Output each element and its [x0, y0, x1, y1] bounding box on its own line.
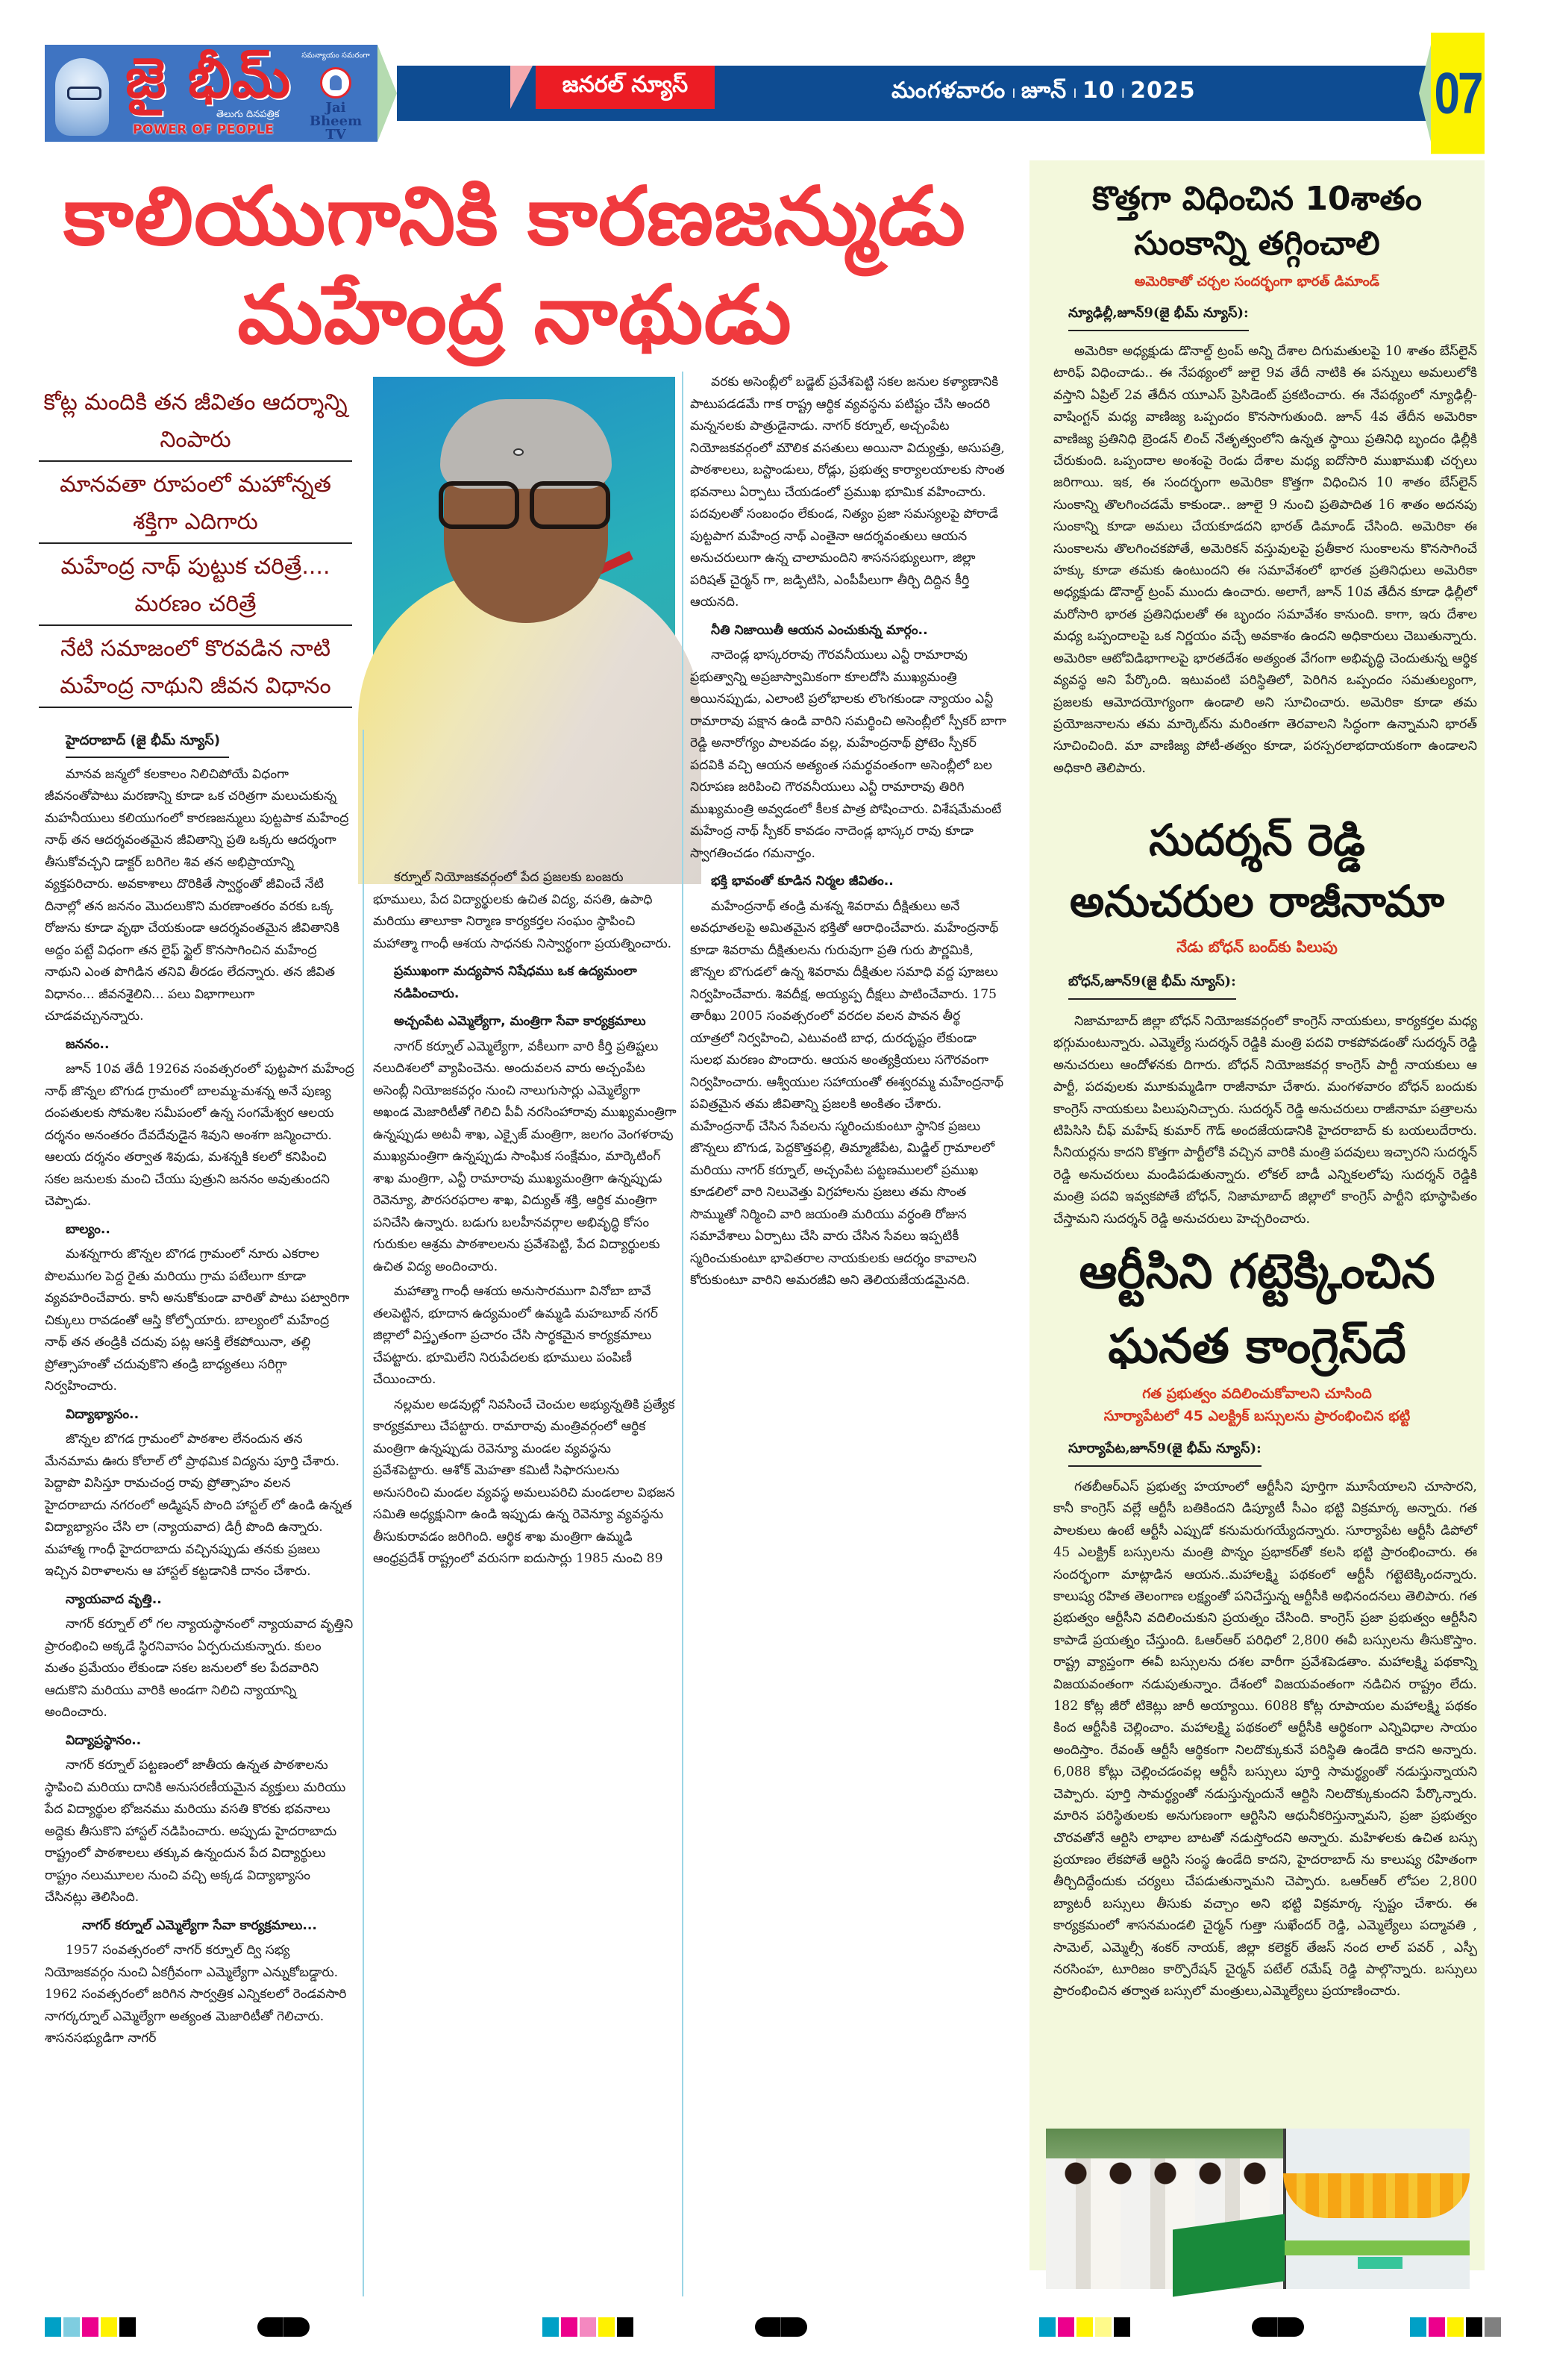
color-bar	[45, 2317, 136, 2337]
paragraph: మశన్నగారు జొన్నల బొగడ గ్రామంలో నూరు ఎకరాల పొలముగల పెద్ద రైతు మరియు గ్రామ పటేలుగా కూడా వ్యవహరించేవారు. కానీ అనుకోకుండా వారితో పాటు పట్వారిగా చిక్కులు రావడంతో ఆస్తి కోల్పోయారు. బాల్యంలో మహేంద్ర నాథ్ తన తండ్రికి చదువు పట్ల ఆసక్తి లేకపోయినా, తల్లి ప్రోత్సాహంతో చదువుకొని తండ్రి బాధ్యతలు సరిగ్గా నిర్వహించారు.	[45, 1247, 350, 1394]
kicker-block	[39, 384, 352, 713]
paragraph: 1957 సంవత్సరంలో నాగర్ కర్నూల్ ద్వి సభ్య నియోజకవర్గం నుంచి ఏకగ్రీవంగా ఎమ్మెల్యేగా ఎన్నుకోబడ్డారు. 1962 సంవత్సరంలో జరిగిన సార్వత్రిక ఎన్నికలలో రెండవసారి నాగర్కర్నూల్ ఎమ్మెల్యేగా అత్యంత మెజారిటీతో గెలిచారు. శాసనసభ్యుడిగా నాగర్	[45, 1943, 347, 2046]
story2-body: నిజామాబాద్ జిల్లా బోధన్ నియోజకవర్గంలో కాంగ్రెస్ నాయకులు, కార్యకర్తల మధ్య భగ్గుమంటున్నారు. ఎమ్మెల్యే సుదర్శన్ రెడ్డికి మంత్రి పదవి రాకపోవడంతో సుదర్శన్ రెడ్డి అనుచరులు ఆందోళనకు దిగారు. బోధన్ నియోజకవర్గ కాంగ్రెస్ పార్టీ నాయకులు ఆ పార్టీ, పదవులకు మూకుమ్మడిగా రాజీనామా చేశారు. మంగళవారం బోధన్ బందుకు కాంగ్రెస్ నాయకులు పిలుపునిచ్చారు. సుదర్శన్ రెడ్డి అనుచరులు రాజీనామా పత్రాలను టిపిసిసి చీఫ్ మహేష్ కుమార్ గౌడ్ అందజేయడానికి హైదరాబాద్ కు బయలుదేరారు. సీనియర్లను కాదని కొత్తగా పార్టీలోకి వచ్చిన వారికి మంత్రి పదవులు ఇచ్చారని సుదర్శన్ రెడ్డి అనుచరులు మండిపడుతున్నారు. లోకల్ బాడీ ఎన్నికలలోపు సుదర్శన్ రెడ్డికి మంత్రి పదవి ఇవ్వకపోతే బోధన్, నిజామాబాద్ జిల్లాలో కాంగ్రెస్ పార్టీని భూస్థాపితం చేస్తామని సుదర్శన్ రెడ్డి అనుచరులు హెచ్చరించారు.	[1053, 1014, 1477, 1227]
story1-headline: కొత్తగా విధించిన 10శాతం సుంకాన్ని తగ్గించాలి	[1092, 180, 1422, 263]
subhead: విద్యాప్రస్థానం..	[66, 1732, 142, 1748]
story1-byline: న్యూఢిల్లీ,జూన్9(జై భీమ్ న్యూస్):	[1068, 305, 1249, 331]
paragraph: మానవ జన్మలో కలకాలం నిలిచిపోయే విధంగా జీవనంతోపాటు మరణాన్ని కూడా ఒక చరిత్రగా మలుచుకున్న మహనీయులు కలియుగంలో కారణజన్ములు పుట్టపాక మహేంద్ర నాథ్ తన ఆదర్శవంతమైన జీవితాన్ని ప్రతి ఒక్కరు ఆదర్శంగా తీసుకోవచ్చని డాక్టర్ బరిగెల శివ తన అభిప్రాయాన్ని వ్యక్తపరిచారు. అవకాశాలు దొరికితే స్వార్థంతో జీవించే నేటి దినాల్లో తన జననం మొదలుకొని మరణాంతరం వరకు ఒక్క రోజును కూడా వృథా చేయకుండా ఆదర్శవంతమైన జీవితానికి అద్దం పట్టే విధంగా తన లైఫ్ స్టైల్ కొనసాగించిన మహేంద్ర నాథుని ఎంత పొగిడిన తనివి తీరడం లేదన్నారు. తన జీవిత విధానం... జీవనశైలిని... పలు విభాగాలుగా చూడవచ్చునన్నారు.	[45, 766, 349, 1024]
registration-target	[755, 2317, 807, 2337]
date-month: జూన్	[1021, 78, 1068, 104]
story1-body: అమెరికా అధ్యక్షుడు డొనాల్డ్ ట్రంప్ అన్ని దేశాల దిగుమతులపై 10 శాతం బేస్‌లైన్ టారిఫ్ విధించాడు.. ఈ నేపథ్యంలో జులై 9వ తేదీ నాటికి ఈ పన్నులు అమలులోకి వస్తాని ఏప్రిల్ 2వ తేదీన యూఎస్ ప్రెసిడెంట్ ప్రకటించారు. ఈ నేపథ్యంలో న్యూఢిల్లీ- వాషింగ్టన్ మధ్య వాణిజ్య ఒప్పందం కొనసాగుతుంది. జూన్ 4వ తేదీన అమెరికా వాణిజ్య ప్రతినిధి బ్రెండన్ లించ్ నేతృత్వంలోని ఉన్నత స్థాయి ప్రతినిధి బృందం ఢిల్లీకి చేరుకుంది. ఒప్పందాల అంశంపై రెండు దేశాల మధ్య ఐదోసారి ముఖాముఖి చర్చలు జరిగాయి. ఇక, ఈ సందర్భంగా అమెరికా కొత్తగా విధించిన 10 శాతం బేస్‌లైన్ సుంకాన్ని తొలగించడమే కాకుండా.. జూలై 9 నుంచి ప్రతిపాదిత 16 శాతం అదనపు సుంకాన్ని కూడా అమలు చేయకూడదని భారత్ డిమాండ్ చేసింది. అమెరికా ఈ సుంకాలను తొలగించకపోతే, అమెరికన్ వస్తువులపై ప్రతీకార సుంకాలను కొనసాగించే హక్కు కూడా తమకు ఉంటుందని ఈ సమావేశంలో భారత ప్రతినిధులు అమెరికా అధ్యక్షుడు డొనాల్డ్ ట్రంప్ ముందు ఉంచారు. అలాగే, జూన్ 10వ తేదీన కూడా ఢిల్లీలో మరోసారి భారత ప్రతినిధులతో ఈ బృందం సమావేశం కానుంది. కాగా, ఇరు దేశాల మధ్య ఒప్పందాలపై ఒక నిర్ణయం వచ్చే అవకాశం ఉందని అధికారులు చెబుతున్నారు. అమెరికా ఆటోవిడిభాగాలపై భారతదేశం అత్యంత వేగంగా అభివృద్ధి చెందుతున్న ఆర్థిక వ్యవస్థ అని పేర్కొంది. ఇటువంటి పరిస్థితిలో, పెరిగిన ఒప్పందం సమతుల్యంగా, ప్రజలకు ఆమోదయోగ్యంగా ఉండాలి అని సూచించారు. అమెరికా కూడా తమ ప్రయోజనాలను తమ మార్కెట్‌ను మరింతగా తెరవాలని సిద్ధంగా ఉన్నామని భారత్ సూచించింది. మా వాణిజ్య పోటీ-తత్వం కూడా, పరస్పరలాభదాయకంగా ఉండాలని అధికారి తెలిపారు.	[1053, 344, 1478, 776]
paragraph: మహాత్మా గాంధీ ఆశయ అనుసారముగా వినోబా బావే తలపెట్టిన, భూదాన ఉద్యమంలో ఉమ్మడి మహబూబ్ నగర్ జిల్లాలో విస్తృతంగా ప్రచారం చేసి సార్థకమైన కార్యక్రమాలు చేపట్టారు. భూమిలేని నిరుపేదలకు భూములు పంపిణీ చేయించారు.	[373, 1284, 658, 1387]
subhead: భక్తి భావంతో కూడిన నిర్మల జీవితం..	[711, 874, 894, 889]
date-year: 2025	[1130, 78, 1196, 104]
tv-brand	[298, 51, 373, 155]
story3-byline: సూర్యాపేట,జూన్9(జై భీమ్ న్యూస్):	[1068, 1441, 1262, 1467]
main-article-column-2	[373, 867, 679, 2296]
date-weekday: మంగళవారం	[891, 78, 1006, 104]
main-article-column-1	[45, 730, 354, 2296]
subhead: విద్యాభ్యాసం..	[66, 1406, 140, 1422]
color-bar	[1410, 2317, 1501, 2337]
paragraph: నల్లమల అడవుల్లో నివసించే చెంచుల అభ్యున్నతికి ప్రత్యేక కార్యక్రమాలు చేపట్టారు. రామారావు మంత్రివర్గంలో ఆర్థిక మంత్రిగా ఉన్నప్పుడు రెవెన్యూ మండల వ్యవస్థను ప్రవేశపెట్టారు. ఆశోక్ మెహతా కమిటీ సిఫారసులను అనుసరించి మండల వ్యవస్థ అమలుపరిచి మండలాల విభజన సమితి అధ్యక్షునిగా ఉండి ఇప్పుడు ఉన్న రెవెన్యూ వ్యవస్థను తీసుకురావడం జరిగింది. ఆర్థిక శాఖ మంత్రిగా ఉమ్మడి ఆంధ్రప్రదేశ్ రాష్ట్రంలో వరుసగా ఐదుసార్లు 1985 నుంచి 89	[373, 1397, 675, 1566]
page-number: 07	[1431, 33, 1485, 154]
subhead: ప్రముఖంగా మద్యపాన నిషేధము ఒక ఉద్యమంలా నడిపించారు.	[394, 964, 637, 1001]
kicker: కోట్ల మందికి తన జీవితం ఆదర్శాన్ని నింపారు	[39, 384, 352, 462]
kicker: మహేంద్ర నాథ్ పుట్టుక చరిత్రే.... మరణం చరిత్రే	[39, 548, 352, 626]
paragraph: కర్నూల్ నియోజకవర్గంలో పేద ప్రజలకు బంజరు భూములు, పేద విద్యార్థులకు ఉచిత విద్య, వసతి, ఉపాధి మరియు తాలూకా నిర్మాణ కార్యకర్తల సంఘం స్థాపించి మహాత్మా గాంధీ ఆశయ సాధనకు నిస్వార్థంగా ప్రయత్నించారు.	[373, 870, 672, 951]
paragraph: నాగర్ కర్నూల్ లో గల న్యాయస్థానంలో న్యాయవాద వృత్తిని ప్రారంభించి అక్కడే స్థిరనివాసం ఏర్పరుచుకున్నారు. కులం మతం ప్రమేయం లేకుండా సకల జనులలో కల పేదవారిని ఆదుకొని మరియు వారికి అండగా నిలిచి న్యాయాన్ని అందించారు.	[45, 1617, 354, 1720]
right-rail	[1029, 160, 1485, 2270]
subhead: న్యాయవాద వృత్తి..	[66, 1591, 162, 1607]
paragraph: జొన్నల బొగడ గ్రామంలో పాఠశాల లేనందున తన మేనమామ ఊరు కోలాల్ లో ప్రాథమిక విద్యను పూర్తి చేశారు. పెద్దాపొ విసిస్తూ రామచంద్ర రావు ప్రోత్సాహం వలన హైదరాబాదు నగరంలో అడ్మిషన్ పొంది హాస్టల్ లో ఉండి ఉన్నత విద్యాభ్యాసం చేసి లా (న్యాయవాద) డిగ్రీ పొంది ఉన్నారు. మహాత్మ గాంధీ హైదరాబాదు వచ్చినప్పుడు తనకు ప్రజలు ఇచ్చిన విరాళాలను ఆ హాస్టల్ కట్టడానికి దానం చేశారు.	[45, 1432, 352, 1579]
tv-brand-text: Jai Bheem TV	[309, 100, 363, 143]
subhead: బాల్యం..	[66, 1221, 110, 1237]
paragraph: మహేంద్రనాథ్ తండ్రి మశన్న శివరామ దీక్షితులు అనే అవధూతలపై అమితమైన భక్తితో ఆరాధించేవారు. మహేంద్రనాథ్ కూడా శివరామ దీక్షితులను గురువుగా ప్రతి గురు పౌర్ణమికి, జొన్నల బొగుడలో ఉన్న శివరామ దీక్షితుల సమాధి వద్ద పూజలు నిర్వహించేవారు. శివదీక్ష, అయ్యప్ప దీక్షలు పాటించేవారు. 175 తారీఖు 2005 సంవత్సరంలో వరదల వలన పావన తీర్థ యాత్రలో నిర్వహించి, ఎటువంటి బాధ, దురదృష్టం లేకుండా సులభ మరణం పొందారు. ఆయన అంత్యక్రియలు సగౌరవంగా నిర్వహించారు. ఆశ్వీయుల సహాయంతో ఈశ్వరమ్మ మహేంద్రనాథ్ పవిత్రమైన తమ జీవితాన్ని ప్రజలకి అంకితం చేశారు. మహేంద్రనాథ్ చేసిన సేవలను స్మరించుకుంటూ స్థానిక ప్రజలు జొన్నలు బొగుడ, పెద్దకొత్తపల్లి, తిమ్మాజీపేట, మిడ్జిల్ గ్రామాలలో మరియు నాగర్ కర్నూల్, అచ్చంపేట పట్టణములలో ప్రముఖ కూడలిలో వారి నిలువెత్తు విగ్రహాలను ప్రజలు తమ సొంత సొమ్ముతో నిర్మించి వారి జయంతి మరియు వర్ధంతి రోజున సమావేశాలు ఏర్పాటు చేసి వారు చేసిన సేవలు ఇప్పటికీ స్మరించుకుంటూ భావితరాల నాయకులకు ఆదర్శం కావాలని కోరుకుంటూ వారిని అమరజీవి అని తెలియజేయడమైనది.	[690, 898, 1004, 1288]
paragraph: నాగర్ కర్నూల్ పట్టణంలో జాతీయ ఉన్నత పాఠశాలను స్థాపించి మరియు దానికి అనుసరణీయమైన వ్యక్తులు మరియు పేద విద్యార్థుల భోజనము మరియు వసతి కొరకు భవనాలు అద్దెకు తీసుకొని హాస్టల్ నడిపించారు. అప్పుడు హైదరాబాదు రాష్ట్రంలో పాఠశాలలు తక్కువ ఉన్నందున పేద విద్యార్థులు రాష్ట్రం నలుమూలల నుంచి వచ్చి అక్కడ విద్యాభ్యాసం చేసినట్లు తెలిసింది.	[45, 1758, 346, 1905]
paragraph: జూన్ 10వ తేదీ 1926వ సంవత్సరంలో పుట్టపాగ మహేంద్ర నాథ్ జొన్నల బొగుడ గ్రామంలో బాలమ్మ-మశన్న అనే పుణ్య దంపతులకు సోమశిల సమీపంలో ఉన్న సంగమేశ్వర ఆలయ దర్శనం అనంతరం దేవదేవుడైన శివుని అంశగా జన్మించారు. ఆలయ దర్శనం తర్వాత శివుడు, మశన్నకి కలలో కనిపించి సకల జనులకు మంచి చేయు పుత్రుని జననం అవుతుందని చెప్పాడు.	[45, 1062, 354, 1209]
story2-headline: సుదర్శన్ రెడ్డి అనుచరుల రాజీనామా	[1069, 815, 1445, 927]
logo-arrow-decoration	[377, 45, 397, 142]
column-divider	[363, 730, 364, 2296]
masthead	[45, 45, 1485, 154]
newspaper-logo[interactable]	[45, 45, 377, 154]
logo-title: జై భీమ్	[125, 46, 292, 110]
section-tab-decoration	[510, 66, 533, 109]
tv-emblem-icon	[320, 67, 351, 98]
bus-launch-photo	[1046, 2129, 1470, 2289]
kicker: మానవతా రూపంలో మహోన్నత శక్తిగా ఎదిగారు	[39, 466, 352, 544]
story2-byline: బోధన్,జూన్9(జై భీమ్ న్యూస్):	[1068, 974, 1236, 1000]
story3-headline: ఆర్టీసిని గట్టెక్కించిన ఘనత కాంగ్రెస్‌దే	[1079, 1244, 1435, 1374]
kicker: నేటి సమాజంలో కొరవడిన నాటి మహేంద్ర నాథుని జీవన విధానం	[39, 630, 352, 708]
story1-deck: అమెరికాతో చర్చల సందర్భంగా భారత్ డిమాండ్	[1134, 274, 1380, 289]
ambedkar-portrait-icon	[55, 58, 109, 136]
paragraph: నాదెండ్ల భాస్కరరావు గౌరవనీయులు ఎన్టీ రామారావు ప్రభుత్వాన్ని అప్రజాస్వామికంగా కూలదోసి ముఖ్యమంత్రి అయినప్పుడు, ఎలాంటి ప్రలోభాలకు లొంగకుండా న్యాయం ఎన్టీ రామారావు పక్షాన ఉండి వారిని సమర్థించి అసెంబ్లీలో స్పీకర్ బాగా రెడ్డి అనారోగ్యం పాలవడం వల్ల, మహేంద్రనాథ్ ప్రోటెం స్పీకర్ పదవికి వచ్చి ఆయన అత్యంత సమర్థవంతంగా అసెంబ్లీలో బల నిరూపణ జరిపించి గౌరవనీయులు ఎన్టీ రామారావు తిరిగి ముఖ్యమంత్రి అవ్వడంలో కీలక పాత్ర పోషించారు. విశేషమేమంటే మహేంద్ర నాథ్ స్పీకర్ కావడం నాదెండ్ల భాస్కర రావు కూడా స్వాగతించడం గమనార్హం.	[690, 648, 1006, 861]
page-arrow-decoration	[1419, 45, 1431, 142]
logo-side-top: సమన్యాయం సమరంగా	[301, 51, 370, 60]
issue-date: మంగళవారం । జూన్ । 10 । 2025	[891, 78, 1196, 104]
color-bar	[542, 2317, 633, 2337]
paragraph: వరకు అసెంబ్లీలో బడ్జెట్ ప్రవేశపెట్టి సకల జనుల కళ్యాణానికి పాటుపడడమే గాక రాష్ట్ర ఆర్థిక వ్యవస్థను పటిష్టం చేసి అందరి మన్ననలకు పాత్రుడైనాడు. నాగర్ కర్నూల్, అచ్చంపేట నియోజకవర్గంలో మౌలిక వసతులు అయినా విద్యుత్తు, అసుపత్రి, పాఠశాలలు, బస్టాండులు, రోడ్లు, ప్రభుత్వ కార్యాలయాలకు సొంత భవనాలు ఏర్పాటు చేయడంలో ప్రముఖ భూమిక వహించారు. పదవులతో సంబంధం లేకుండ, నిత్యం ప్రజా సమస్యలపై పోరాడే పుట్టపాగ మహేంద్ర నాథ్ ఎంతైనా ఆదర్శవంతులు ఆయన అనుచరులుగా ఉన్న చాలామందిని శాసనసభ్యులుగా, జిల్లా పరిషత్ చైర్మన్ గా, జడ్పిటిసి, ఎంపీపీలుగా తీర్చి దిద్దిన కీర్తి ఆయనది.	[690, 375, 1005, 610]
story3-body: గతబీఆర్ఎస్ ప్రభుత్వ హయాంలో ఆర్టీసీని పూర్తిగా మూసేయాలని చూసారని, కానీ కాంగ్రెస్ వల్లే ఆర్టీసీ బతికిందని డిప్యూటీ సీఎం భట్టి విక్రమార్క అన్నారు. గత పాలకులు ఉంటే ఆర్టీసీ ఎప్పుడో కనుమరుగయ్యేదన్నారు. సూర్యాపేట ఆర్టీసీ డిపోలో 45 ఎలక్ట్రిక్ బస్సులను మంత్రి పొన్నం ప్రభాకర్‌తో కలసి భట్టి ప్రారంభించారు. ఈ సందర్భంగా మాట్లాడిన ఆయన..మహాలక్ష్మి పథకంలో ఆర్టీసీ గట్టెటెక్కిందన్నారు. కాలుష్య రహిత తెలంగాణ లక్ష్యంతో పనిచేస్తున్న ఆర్టీసీకి అభినందనలు తెలిపారు. గత ప్రభుత్వం ఆర్టీసీని వదిలించుకుని ప్రయత్నం చేసింది. కాంగ్రెస్ ప్రజా ప్రభుత్వం ఆర్టీసీని కాపాడే ప్రయత్నం చేస్తుంది. ఓఆర్ఆర్ పరిధిలో 2,800 ఈవీ బస్సులను తీసుకొస్తాం. రాష్ట్ర వ్యాప్తంగా ఈవీ బస్సులను దశల వారీగా ప్రవేశపెడతాం. మహాలక్ష్మి పథకాన్ని విజయవంతంగా నడుపుతున్నాం. దేశంలో విజయవంతంగా నడిచిన రాష్ట్రం లేదు. 182 కోట్ల జీరో టికెట్లు జారీ అయ్యాయి. 6088 కోట్ల రూపాయల మహాలక్ష్మి పథకం కింద ఆర్టీసీకి చెల్లించాం. మహాలక్ష్మి పథకంలో ఆర్టీసీకి ఆర్థికంగా ఎన్నివిధాల సాయం అందిస్తాం. రేవంత్ ఆర్టీసీ ఆర్థికంగా నిలదొక్కుకునే పరిస్థితి ఉండేది కాదని అన్నారు. 6,088 కోట్లు చెల్లించడంవల్ల ఆర్టీసీ బస్సులు పూర్తి సామర్థ్యంతో నడుస్తున్నాయని చెప్పారు. పూర్తి సామర్థ్యంతో నడుస్తున్నందునే ఆర్టిసి నిలదొక్కుకుందని పేర్కొన్నారు. మారిన పరిస్థితులకు అనుగుణంగా ఆర్టిసిని ఆధునీకరిస్తున్నామని, ప్రజా ప్రభుత్వం చొరవతోనే ఆర్టిసి లాభాల బాటతో నడుస్తోందని అన్నారు. మహిళలకు ఉచిత బస్సు ప్రయాణం లేకపోతే ఆర్టిసి సంస్థ ఉండేది కాదని, హైదరాబాద్ ను కాలుష్య రహితంగా తీర్చిదిద్దేందుకు చర్యలు చేపడుతున్నామని చెప్పారు. ఒఆర్ఆర్ లోపల 2,800 బ్యాటరీ బస్సులు తీసుకు వచ్చాం అని భట్టి విక్రమార్క స్పష్టం చేశారు. ఈ కార్యక్రమంలో శాసనమండలి చైర్మన్ గుత్తా సుఖేందర్ రెడ్డి, ఎమ్మెల్యేలు పద్మావతి , సామెల్, ఎమ్మెల్సీ శంకర్ నాయక్, జిల్లా కలెక్టర్ తేజస్ నంద లాల్ పవర్ , ఎస్పీ నరసింహ, టూరిజం కార్పొరేషన్ చైర్మన్ పటేల్ రమేష్ రెడ్డి పాల్గొన్నారు. బస్సులు ప్రారంభించిన తర్వాత బస్సులో మంత్రులు,ఎమ్మెల్యేలు ప్రయాణించారు.	[1053, 1479, 1477, 1999]
subhead: అచ్చంపేట ఎమ్మెల్యేగా, మంత్రిగా సేవా కార్యక్రమాలు	[394, 1014, 646, 1029]
logo-side-bottom: సామాన్యుడి ఆయుధంగా	[300, 145, 372, 154]
column-divider	[682, 372, 683, 2296]
story3-deck-1: గత ప్రభుత్వం వదిలించుకోవాలని చూసింది	[1142, 1385, 1372, 1402]
story3-deck-2: సూర్యాపేటలో 45 ఎలక్ట్రిక్ బస్సులను ప్రారంభించిన భట్టి	[1103, 1408, 1411, 1424]
story2-deck: నేడు బోధన్ బంద్‌కు పిలుపు	[1176, 938, 1338, 956]
bus-number-plate	[1358, 2257, 1402, 2269]
print-registration-marks	[0, 2317, 1542, 2337]
subhead: నాగర్ కర్నూల్ ఎమ్మెల్యేగా సేవా కార్యక్రమాలు...	[82, 1917, 317, 1933]
paragraph: నాగర్ కర్నూల్ ఎమ్మెల్యేగా, వకీలుగా వారి కీర్తి ప్రతిష్టలు నలుదిశలలో వ్యాపించెను. అందువలన వారు అచ్చంపేట అసెంబ్లీ నియోజకవర్గం నుంచి నాలుగుసార్లు ఎమ్మెల్యేగా అఖండ మెజారిటీతో గెలిచి పీవీ నరసింహారావు ముఖ్యమంత్రిగా ఉన్నప్పుడు అటవీ శాఖ, ఎక్సైజ్ మంత్రిగా, జలగం వెంగళరావు ముఖ్యమంత్రిగా ఉన్నప్పుడు సాంఘిక సంక్షేమం, మార్కెటింగ్ శాఖ మంత్రిగా, ఎన్టీ రామారావు ముఖ్యమంత్రిగా ఉన్నప్పుడు రెవెన్యూ, పౌరసరఫరాల శాఖ, విద్యుత్ శక్తి, ఆర్థిక మంత్రిగా పనిచేసి ఉన్నారు. బడుగు బలహీనవర్గాల అభివృద్ధి కోసం గురుకుల ఆశ్రమ పాఠశాలలను ప్రవేశపెట్టి, పేద విద్యార్థులకు ఉచిత విద్య అందించారు.	[373, 1039, 677, 1274]
main-headline: కాలియుగానికి కారణజన్ముడు మహేంద్ర నాథుడు	[63, 170, 966, 362]
mahendra-nath-portrait	[373, 377, 675, 854]
color-bar	[1039, 2317, 1130, 2337]
subhead: నీతి నిజాయితీ ఆయన ఎంచుకున్న మార్గం..	[711, 622, 928, 638]
registration-target	[257, 2317, 310, 2337]
registration-target	[1252, 2317, 1304, 2337]
logo-tagline: POWER OF PEOPLE	[133, 122, 275, 137]
section-label: జనరల్ న్యూస్	[536, 66, 715, 109]
main-article-column-3	[690, 372, 1007, 2296]
date-day: 10	[1082, 78, 1115, 104]
dateline-byline: హైదరాబాద్ (జై భీమ్ న్యూస్)	[66, 730, 229, 758]
subhead: జననం..	[66, 1036, 110, 1052]
logo-subtitle: తెలుగు దినపత్రిక	[216, 109, 280, 120]
